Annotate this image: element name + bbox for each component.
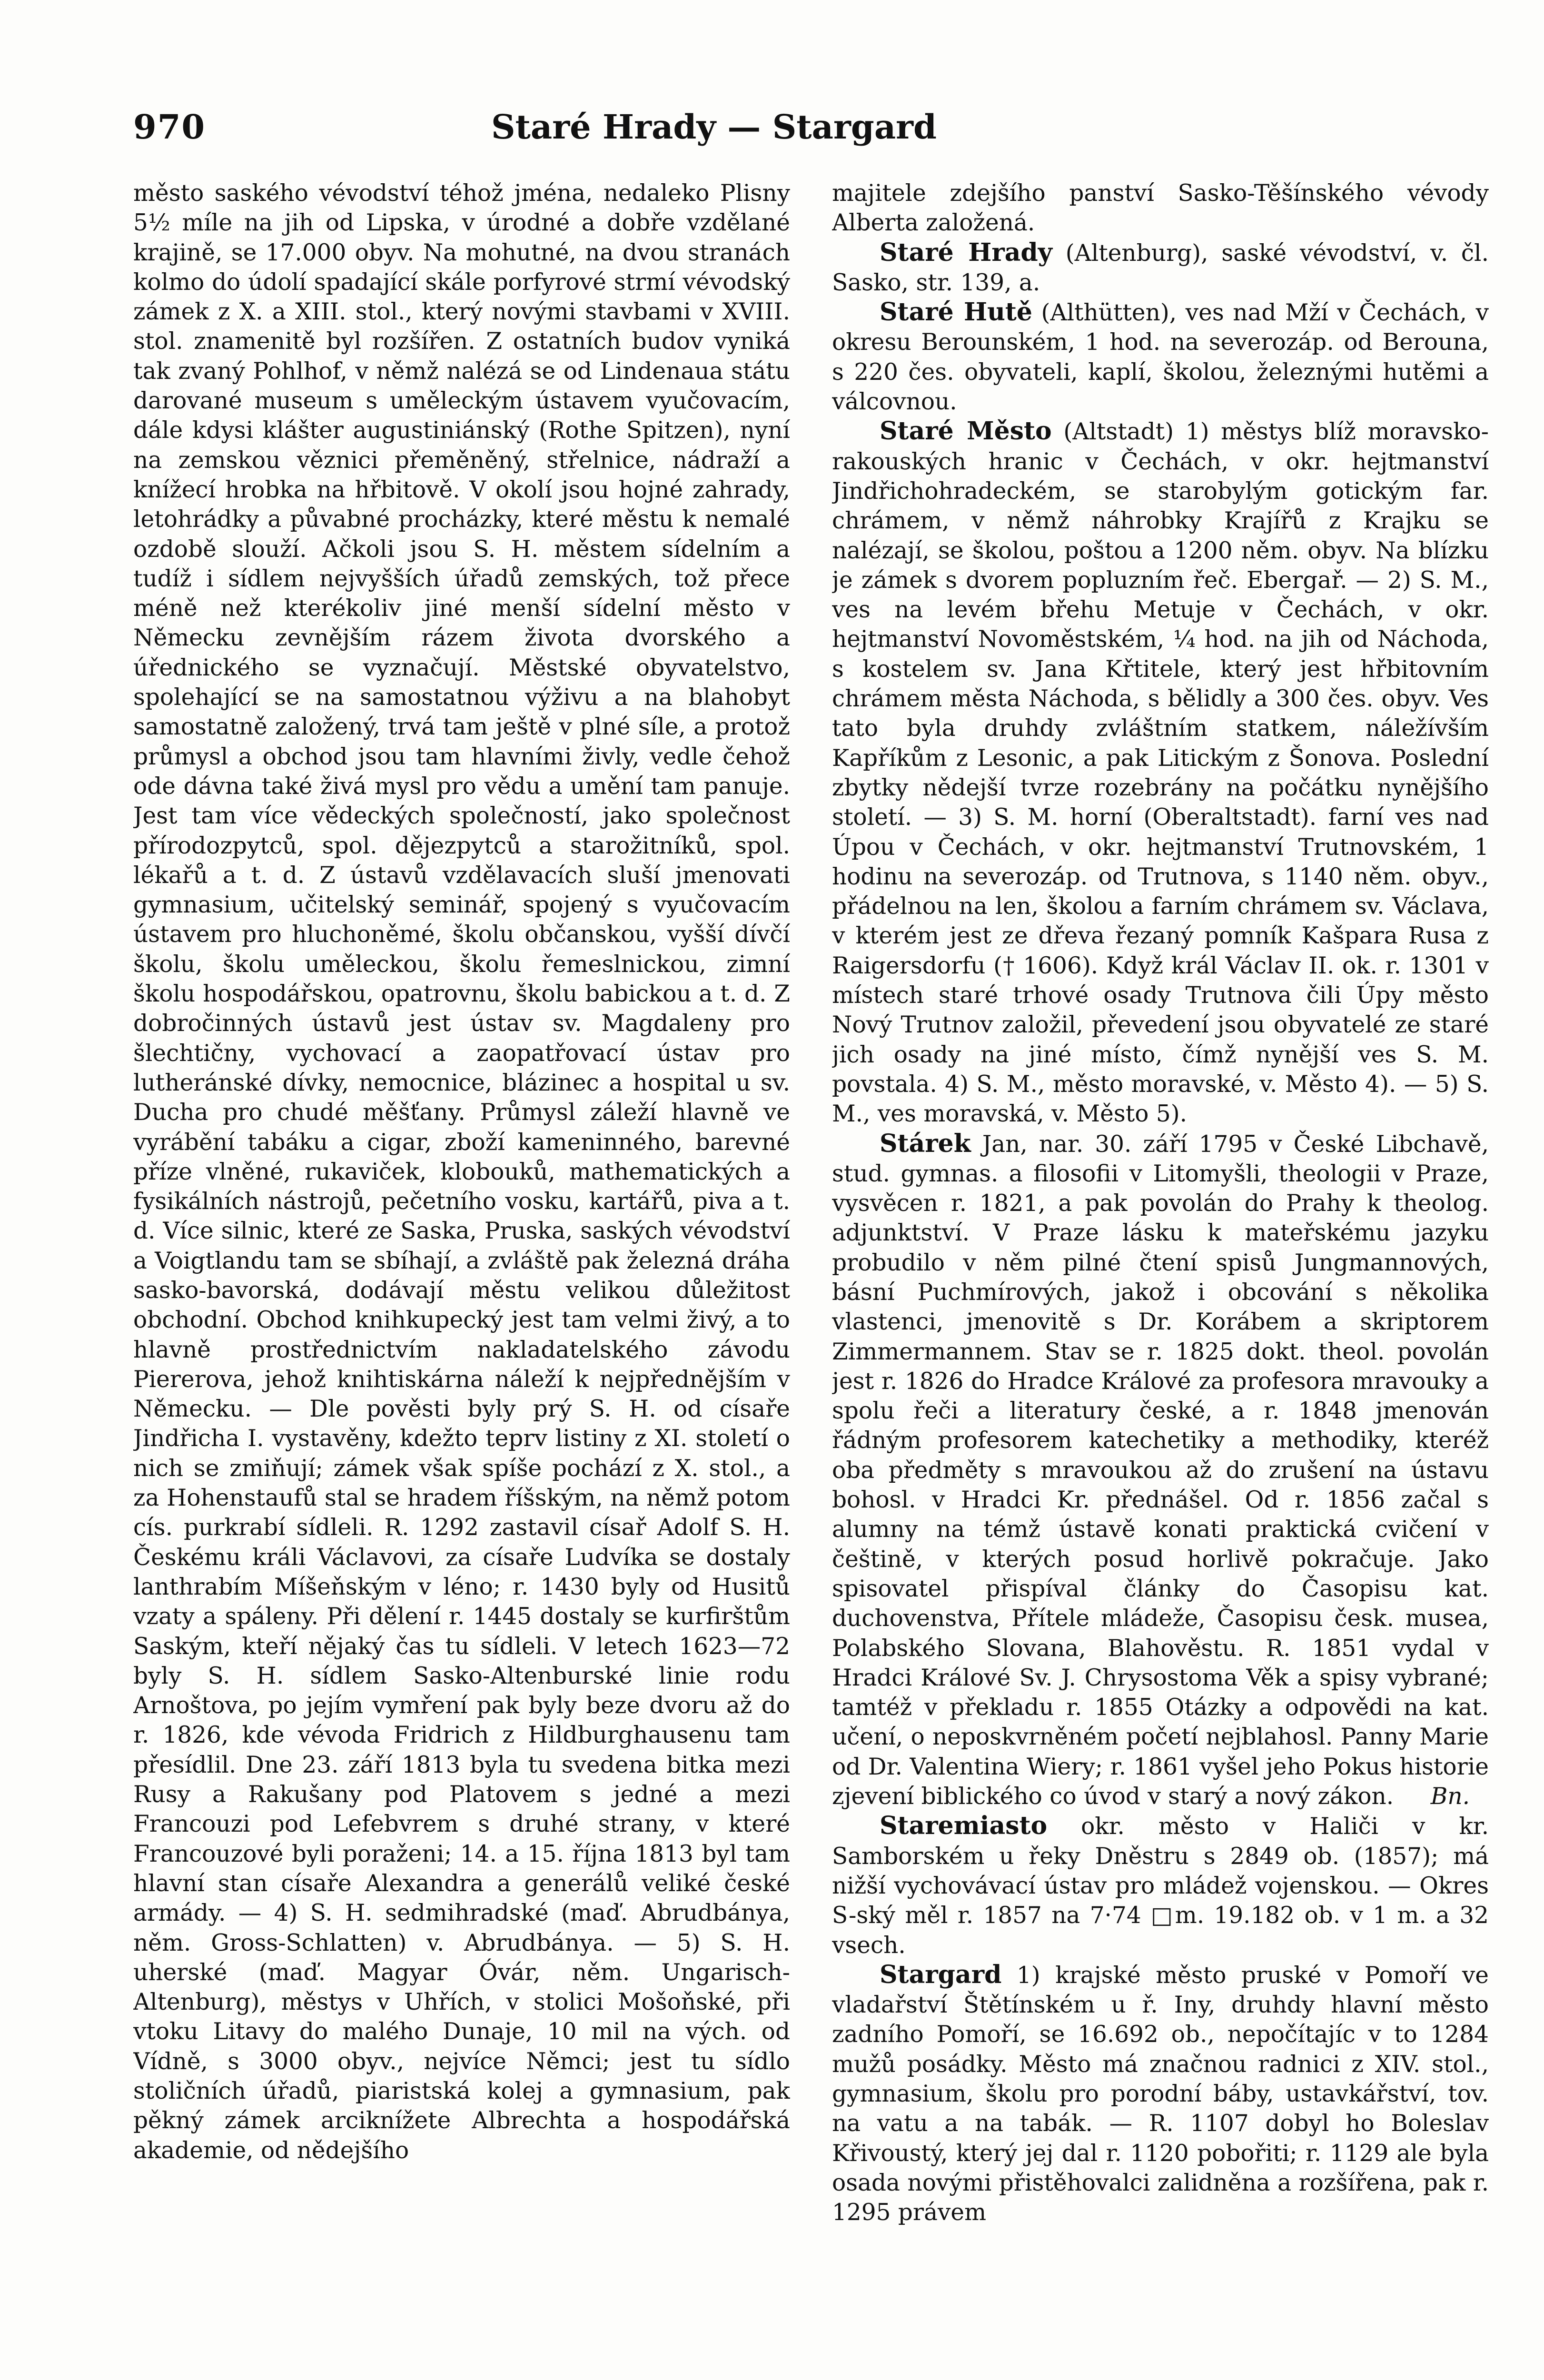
entry-headword: Staré Hutě (880, 298, 1032, 327)
left-column (133, 178, 790, 2378)
entry-headword: Stargard (880, 1960, 1002, 1989)
entry-text: (Altstadt) 1) městys blíž moravsko-rakouských hranic v Čechách, v okr. hejtmanství Jindřichohradeckém, se starobylým gotickým far. chrámem, v němž náhrobky Krajířů z Krajku se nalézají, se školou, poštou a 1200 něm. obyv. Na blízku je zámek s dvorem popluzním řeč. Ebergař. — 2) S. M., ves na levém břehu Metuje v Čechách, v okr. hejtmanství Novoměstském, ¼ hod. na jih od Náchoda, s kostelem sv. Jana Křtitele, který jest hřbitovním chrámem města Náchoda, s bělidly a 300 čes. obyv. Ves tato byla druhdy zvláštním statkem, náležívším Kapříkům z Lesonic, a pak Litickým z Šonova. Poslední zbytky nědejší tvrze rozebrány na počátku nynějšího století. — 3) S. M. horní (Oberaltstadt). farní ves nad Úpou v Čechách, v okr. hejtmanství Trutnovském, 1 hodinu na severozáp. od Trutnova, s 1140 něm. obyv., přádelnou na len, školou a farním chrámem sv. Václava, v kterém jest ze dřeva řezaný pomník Kašpara Rusa z Raigersdorfu († 1606). Když král Václav II. ok. r. 1301 v místech staré trhové osady Trutnova čili Úpy město Nový Trutnov založil, převedení jsou obyvatelé ze staré jich osady na jiné místo, čímž nynější ves S. M. povstala. 4) S. M., město moravské, v. Město 4). — 5) S. M., ves moravská, v. Město 5). (832, 418, 1489, 1128)
left-column-text: město saského vévodství téhož jména, nedaleko Plisny 5½ míle na jih od Lipska, v úrodné a dobře vzdělané krajině, se 17.000 obyv. Na mohutné, na dvou stranách kolmo do údolí spadající skále porfyrové strmí vévodský zámek z X. a XIII. stol., který novými stavbami v XVIII. stol. znamenitě byl rozšířen. Z ostatních budov vyniká tak zvaný Pohlhof, v němž nalézá se od Lindenaua státu darované museum s uměleckým ústavem vyučovacím, dále kdysi klášter augustiniánský (Rothe Spitzen), nyní na zemskou věznici přeměněný, střelnice, nádraží a knížecí hrobka na hřbitově. V okolí jsou hojné zahrady, letohrádky a půvabné procházky, které městu k nemalé ozdobě slouží. Ačkoli jsou S. H. městem sídelním a tudíž i sídlem nejvyšších úřadů zemských, tož přece méně než kterékoliv jiné menší sídelní město v Německu zevnějším rázem života dvorského a úřednického se vyznačují. Městské obyvatelstvo, spolehající se na samostatnou výživu a na blahobyt samostatně založený, trvá tam ještě v plné síle, a protož průmysl a obchod jsou tam hlavními živly, vedle čehož ode dávna také živá mysl pro vědu a umění tam panuje. Jest tam více vědeckých společností, jako společnost přírodozpytců, spol. dějezpytců a starožitníků, spol. lékařů a t. d. Z ústavů vzdělavacích sluší jmenovati gymnasium, učitelský seminář, spojený s vyučovacím ústavem pro hluchoněmé, školu občanskou, vyšší dívčí školu, školu uměleckou, školu řemeslnickou, zimní školu hospodářskou, opatrovnu, školu babickou a t. d. Z dobročinných ústavů jest ústav sv. Magdaleny pro šlechtičny, vychovací a zaopatřovací ústav pro lutheránské dívky, nemocnice, blázinec a hospital u sv. Ducha pro chudé měšťany. Průmysl záleží hlavně ve vyrábění tabáku a cigar, zboží kameninného, barevné příze vlněné, rukaviček, klobouků, mathematických a fysikálních nástrojů, pečetního vosku, kartářů, piva a t. d. Více silnic, které ze Saska, Pruska, saských vévodství a Voigtlandu tam se sbíhají, a zvláště pak železná dráha sasko-bavorská, dodávají městu velikou důležitost obchodní. Obchod knihkupecký jest tam velmi živý, a to hlavně prostřednictvím nakladatelského závodu Piererova, jehož knihtiskárna náleží k nejpřednějším v Německu. — Dle pověsti byly prý S. H. od císaře Jindřicha I. vystavěny, kdežto teprv listiny z XI. století o nich se zmiňují; zámek však spíše pochází z X. stol., a za Hohenstaufů stal se hradem říšským, na němž potom cís. purkrabí sídleli. R. 1292 zastavil císař Adolf S. H. Českému králi Václavovi, za císaře Ludvíka se dostaly lanthrabím Míšeňským v léno; r. 1430 byly od Husitů vzaty a spáleny. Při dělení r. 1445 dostaly se kurfirštům Saským, kteří nějaký čas tu sídleli. V letech 1623—72 byly S. H. sídlem Sasko-Altenburské linie rodu Arnoštova, po jejím vymření pak byly beze dvoru až do r. 1826, kde vévoda Fridrich z Hildburghausenu tam přesídlil. Dne 23. září 1813 byla tu svedena bitka mezi Rusy a Rakušany pod Platovem s jedné a mezi Francouzi pod Lefebvrem s druhé strany, v které Francouzové byli poraženi; 14. a 15. října 1813 byl tam hlavní stan císaře Alexandra a generálů veliké české armády. — 4) S. H. sedmihradské (maď. Abrudbánya, něm. Gross-Schlatten) v. Abrudbánya. — 5) S. H. uherské (maď. Magyar Óvár, něm. Ungarisch-Altenburg), městys v Uhřích, v stolici Mošoňské, při vtoku Litavy do malého Dunaje, 10 mil na vých. od Vídně, s 3000 obyv., nejvíce Němci; jest tu sídlo stoličních úřadů, piaristská kolej a gymnasium, pak pěkný zámek arciknížete Albrechta a hospodářská akademie, od nědejšího (133, 180, 790, 2164)
entry-text: majitele zdejšího panství Sasko-Těšínského vévody Alberta založená. (832, 180, 1489, 237)
entry-stare-hute (832, 298, 1489, 416)
entry-text: (Althütten), ves nad Mží v Čechách, v okresu Berounském, 1 hod. na severozáp. od Berouna, s 220 čes. obyvateli, kaplí, školou, železnými hutěmi a válcovnou. (832, 299, 1489, 416)
entry-headword: Staremiasto (880, 1811, 1048, 1841)
entry-headword: Staré Hrady (880, 238, 1052, 267)
entry-text: 1) krajské město pruské v Pomoří ve vladařství Štětínském u ř. Iny, druhdy hlavní město zadního Pomoří, se 16.692 ob., nepočítajíc v to 1284 mužů posádky. Město má značnou radnici z XIV. stol., gymnasium, školu pro porodní báby, ustavkářství, tov. na vatu a na tabák. — R. 1107 dobyl ho Boleslav Křivoustý, který jej dal r. 1120 pobořiti; r. 1129 ale byla osada novými přistěhovalci zalidněna a rozšířena, pak r. 1295 právem (832, 1962, 1489, 2226)
author-signature: Bn. (1430, 1783, 1470, 1810)
page-number: 970 (133, 107, 206, 147)
page-header (133, 107, 1295, 159)
entry-headword: Staré Město (880, 416, 1052, 446)
right-column (832, 178, 1489, 2378)
entry-text: (Altenburg), saské vévodství, v. čl. Sasko, str. 139, a. (832, 239, 1489, 296)
entry-stare-hrady (832, 238, 1489, 298)
entry-headword: Stárek (880, 1129, 971, 1158)
entry-text: Jan, nar. 30. září 1795 v České Libchavě, stud. gymnas. a filosofii v Litomyšli, theologii v Praze, vysvěcen r. 1821, a pak povolán do Prahy k theolog. adjunktství. V Praze lásku k mateřskému jazyku probudilo v něm pilné čtení spisů Jungmannových, básní Puchmírových, jakož i obcování s několika vlastenci, jmenovitě s Dr. Korábem a skriptorem Zimmermannem. Stav se r. 1825 dokt. theol. povolán jest r. 1826 do Hradce Králové za profesora mravouky a spolu řeči a literatury české, a r. 1848 jmenován řádným profesorem katechetiky a methodiky, kteréž oba předměty s mravoukou až do zrušení na ústavu bohosl. v Hradci Kr. přednášel. Od r. 1856 začal s alumny na témž ústavě konati praktická cvičení v češtině, v kterých posud horlivě pokračuje. Jako spisovatel přispíval články do Časopisu kat. duchovenstva, Přítele mládeže, Časopisu česk. musea, Polabského Slovana, Blahověstu. R. 1851 vydal v Hradci Králové Sv. J. Chrysostoma Věk a spisy vybrané; tamtéž v překladu r. 1855 Otázky a odpovědi na kat. učení, o neposkvrněném početí nejblahosl. Panny Marie od Dr. Valentina Wiery; r. 1861 vyšel jeho Pokus historie zjevení biblického co úvod v starý a nový zákon. (832, 1130, 1489, 1810)
entry-starek (832, 1129, 1489, 1812)
entry-continuation (832, 178, 1489, 238)
entry-stare-mesto (832, 416, 1489, 1129)
entry-staremiasto (832, 1811, 1489, 1960)
entry-stargard (832, 1960, 1489, 2228)
entry-text: okr. město v Haliči v kr. Samborském u řeky Dněstru s 2849 ob. (1857); má nižší vychovávací ústav pro mládež vojenskou. — Okres S-ský měl r. 1857 na 7·74 □m. 19.182 ob. v 1 m. a 32 vsech. (832, 1813, 1489, 1959)
running-head: Staré Hrady — Stargard (491, 107, 937, 147)
